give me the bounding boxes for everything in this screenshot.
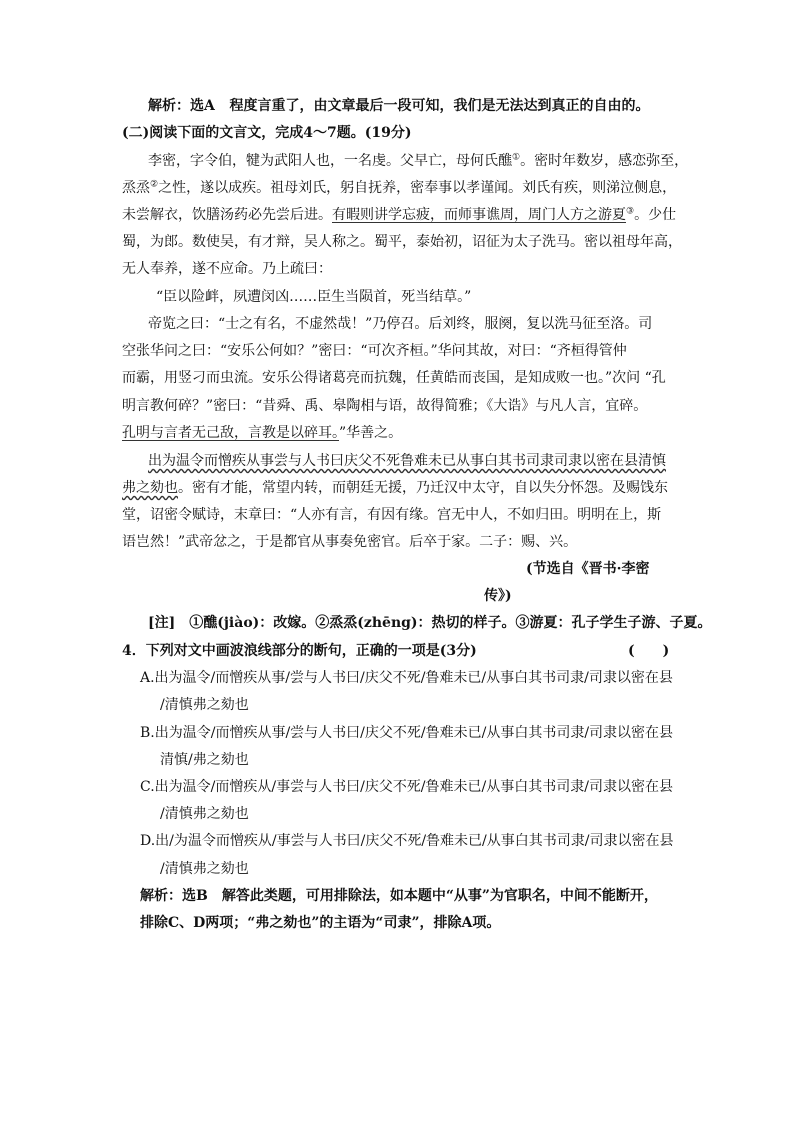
passage-line: 堂，诏密令赋诗，末章曰：“人亦有言，有因有缘。宫无中人，不如归田。明明在上，斯 bbox=[122, 507, 662, 523]
source-citation: (节选自《晋书·李密 bbox=[526, 561, 650, 577]
footnote-ref: ③ bbox=[626, 206, 635, 217]
option-c: C.出为温令/而憎疾从/事尝与人书曰/庆父不死/鲁难未已/从事白其书司隶/司隶以密在县 bbox=[140, 779, 673, 795]
passage-line bbox=[148, 451, 666, 471]
passage-line bbox=[122, 478, 668, 498]
answer-3-text: 程度言重了，由文章最后一段可知，我们是无法达到真正的自由的。 bbox=[229, 98, 650, 114]
passage-line: “臣以险衅，夙遭闵凶……臣生当陨首，死当结草。” bbox=[156, 289, 472, 305]
section-heading: (二)阅读下面的文言文，完成4～7题。(19分) bbox=[122, 125, 412, 141]
passage-text: 之性，遂以成疾。祖母刘氏，躬自抚养，密奉事以孝谨闻。刘氏有疾，则涕泣侧息， bbox=[158, 180, 677, 196]
passage-line bbox=[122, 423, 402, 443]
option-d: D.出/为温令而憎疾从/事尝与人书曰/庆父不死/鲁难未已/从事白其书司隶/司隶以密在县 bbox=[140, 833, 674, 849]
source-citation: 传》) bbox=[484, 588, 512, 604]
passage-line: 空张华问之曰：“安乐公何如？”密曰：“可次齐桓。”华问其故，对曰：“齐桓得管仲 bbox=[122, 343, 627, 359]
option-a: A.出为温令/而憎疾从事/尝与人书曰/庆父不死/鲁难未已/从事白其书司隶/司隶以密在县 bbox=[140, 670, 673, 686]
option-a-cont: /清慎弗之劾也 bbox=[160, 697, 249, 713]
passage-line bbox=[122, 205, 676, 225]
passage-line bbox=[122, 178, 676, 198]
option-b: B.出为温令/而憎疾从事/尝与人书曰/庆父不死/鲁难未已/从事白其书司隶/司隶以密在县 bbox=[140, 725, 674, 741]
wavy-underlined-text: 出为温令而憎疾从事尝与人书曰庆父不死鲁难未已从事白其书司隶司隶以密在县清慎 bbox=[148, 453, 666, 469]
footnotes: [注] ①醮(jiào)：改嫁。②烝烝(zhēng)：热切的样子。③游夏：孔子学生子游、子夏。 bbox=[148, 615, 712, 631]
answer-3 bbox=[148, 96, 650, 116]
passage-line: 无人奉养，遂不应命。乃上疏曰： bbox=[122, 261, 332, 277]
underlined-sentence: 有暇则讲学忘疲，而师事谯周，周门人方之游夏 bbox=[332, 207, 626, 223]
wavy-underlined-text: 弗之劾也 bbox=[122, 480, 178, 496]
answer-blank: ( ) bbox=[628, 643, 670, 659]
footnote-ref: ① bbox=[512, 152, 521, 163]
question-stem: 4．下列对文中画波浪线部分的断句，正确的一项是(3分) bbox=[122, 643, 477, 659]
passage-text: 。密时年数岁，感恋弥至， bbox=[520, 153, 689, 169]
passage-line: 蜀，为郎。数使吴，有才辩，吴人称之。蜀平，泰始初，诏征为太子洗马。密以祖母年高， bbox=[122, 234, 682, 250]
answer-4: 解析：选B 解答此类题，可用排除法，如本题中“从事”为官职名，中间不能断开， bbox=[140, 888, 658, 904]
passage-text: 。少仕 bbox=[634, 207, 677, 223]
passage-line: 语岂然！”武帝忿之，于是都官从事奏免密官。后卒于家。二子：赐、兴。 bbox=[122, 534, 578, 550]
answer-3-label: 解析：选A bbox=[148, 98, 215, 114]
option-d-cont: /清慎弗之劾也 bbox=[160, 861, 249, 877]
passage-text: 烝烝 bbox=[122, 180, 150, 196]
option-c-cont: /清慎弗之劾也 bbox=[160, 806, 249, 822]
answer-4-cont: 排除C、D两项；“弗之劾也”的主语为“司隶”，排除A项。 bbox=[140, 915, 501, 931]
passage-text: 李密，字令伯，犍为武阳人也，一名虔。父早亡，母何氏醮 bbox=[148, 153, 512, 169]
option-b-cont: 清慎/弗之劾也 bbox=[160, 752, 249, 768]
underlined-sentence: 孔明与言者无己敌，言教是以碎耳。 bbox=[122, 425, 339, 441]
passage-line bbox=[148, 151, 688, 171]
passage-line: 帝览之曰：“士之有名，不虚然哉！”乃停召。后刘终，服阕，复以洗马征至洛。司 bbox=[148, 316, 653, 332]
passage-line: 明言教何碎？”密曰：“昔舜、禹、皋陶相与语，故得简雅；《大诰》与凡人言，宜碎。 bbox=[122, 398, 648, 414]
passage-text: 。密有才能，常望内转，而朝廷无援，乃迁汉中太守，自以失分怀怨。及赐饯东 bbox=[178, 480, 668, 496]
passage-text: ”华善之。 bbox=[339, 425, 403, 441]
passage-text: 未尝解衣，饮膳汤药必先尝后进。 bbox=[122, 207, 332, 223]
footnote-ref: ② bbox=[150, 179, 159, 190]
passage-line: 而霸，用竖刁而虫流。安乐公得诸葛亮而抗魏，任黄皓而丧国，是知成败一也。”次问 “孔 bbox=[122, 370, 666, 386]
